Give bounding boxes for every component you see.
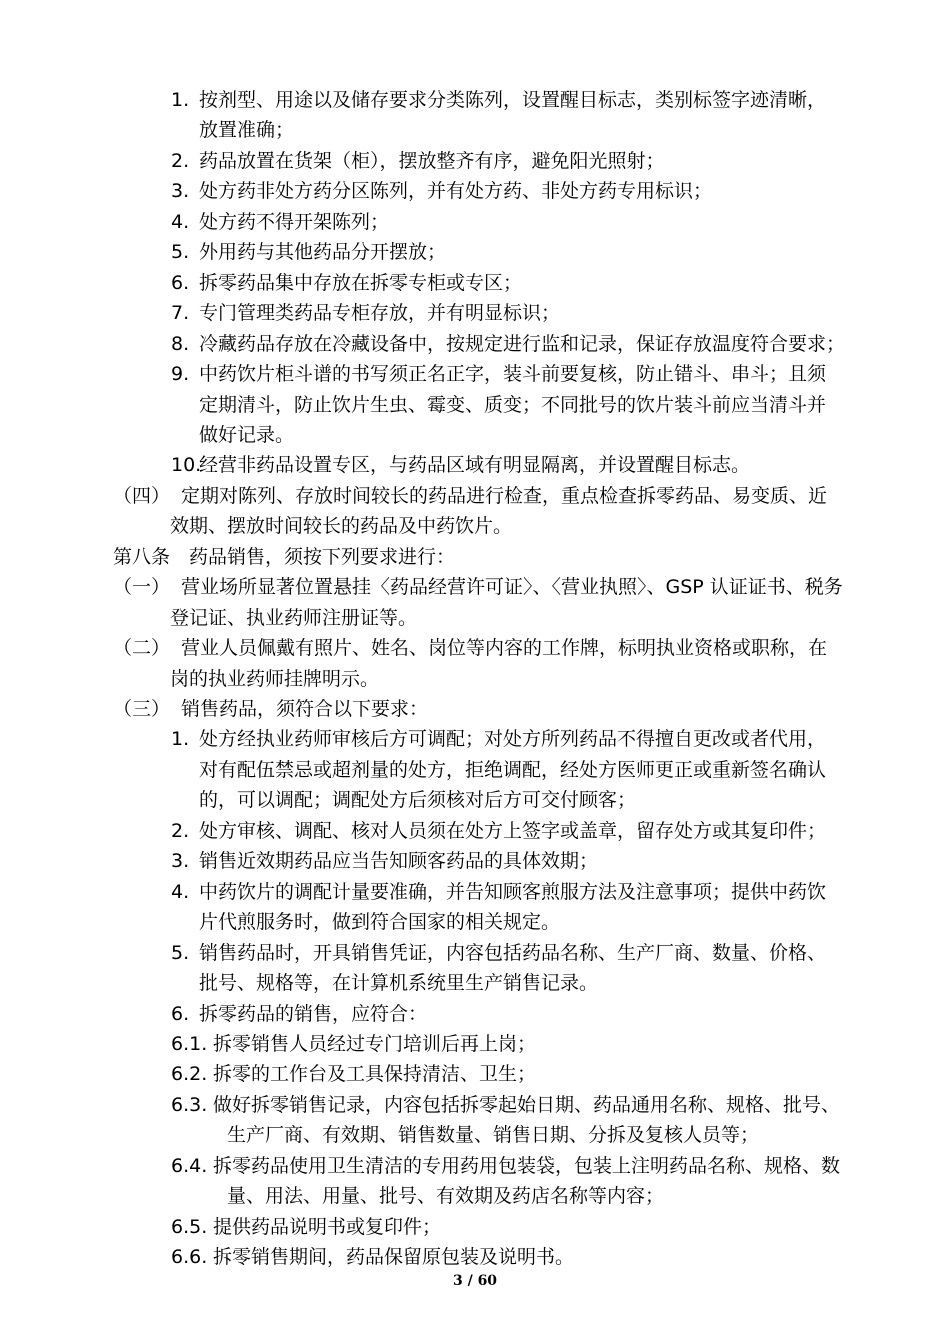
list-item-line <box>0 817 950 845</box>
list-item-number: 5. <box>171 941 190 964</box>
sublist-item-line <box>0 1121 950 1149</box>
list-item-text: 定期清斗，防止饮片生虫、霉变、质变；不同批号的饮片装斗前应当清斗并 <box>199 393 827 416</box>
sublist-item-text: 拆零销售人员经过专门培训后再上岗； <box>213 1032 537 1055</box>
subsection-label: （二） <box>113 637 171 660</box>
sublist-item-text: 提供药品说明书或复印件； <box>213 1215 442 1238</box>
sublist-item-number: 6.1. <box>171 1032 208 1055</box>
page-separator: / <box>467 1273 473 1289</box>
list-item-number: 3. <box>171 180 190 203</box>
list-item-line <box>0 908 950 936</box>
list-item-text: 的，可以调配；调配处方后须核对后方可交付顾客； <box>199 789 637 812</box>
list-item-number: 2. <box>171 819 190 842</box>
list-item-text: 冷藏药品存放在冷藏设备中，按规定进行监和记录，保证存放温度符合要求； <box>199 332 846 355</box>
list-item-line <box>0 451 950 479</box>
sublist-item-line <box>0 1030 950 1058</box>
list-item-number: 1. <box>171 728 190 751</box>
list-item-text: 放置准确； <box>199 119 295 142</box>
list-item-number: 9. <box>171 363 190 386</box>
list-item-line <box>0 786 950 814</box>
list-item-line <box>0 86 950 114</box>
subsection-line <box>0 634 950 662</box>
list-item-text: 片代煎服务时，做到符合国家的相关规定。 <box>199 911 561 934</box>
list-item-number: 3. <box>171 850 190 873</box>
list-item-line <box>0 725 950 753</box>
list-item-number: 5. <box>171 241 190 264</box>
list-item-number: 4. <box>171 880 190 903</box>
list-item-text: 销售药品时，开具销售凭证，内容包括药品名称、生产厂商、数量、价格、 <box>199 941 827 964</box>
list-item-line <box>0 969 950 997</box>
list-item-text: 销售近效期药品应当告知顾客药品的具体效期； <box>199 850 599 873</box>
section-text: 效期、摆放时间较长的药品及中药饮片。 <box>170 515 513 538</box>
list-item-line <box>0 878 950 906</box>
sublist-item-number: 6.3. <box>171 1093 208 1116</box>
subsection-text: 营业人员佩戴有照片、姓名、岗位等内容的工作牌，标明执业资格或职称，在 <box>181 637 828 660</box>
section-label: （四） <box>113 484 171 507</box>
list-item-line <box>0 147 950 175</box>
list-item-line <box>0 208 950 236</box>
list-item-line <box>0 177 950 205</box>
page-footer <box>0 1272 950 1290</box>
list-item-text: 经营非药品设置专区，与药品区域有明显隔离，并设置醒目标志。 <box>199 454 751 477</box>
page-total: 60 <box>477 1273 498 1289</box>
list-item-text: 外用药与其他药品分开摆放； <box>199 241 447 264</box>
list-item-number: 10. <box>171 454 202 477</box>
sublist-item-text: 生产厂商、有效期、销售数量、销售日期、分拆及复核人员等； <box>227 1124 760 1147</box>
subsection-text: 营业场所显著位置悬挂〈药品经营许可证〉、〈营业执照〉、GSP 认证证书、税务 <box>181 576 843 599</box>
list-item-line <box>0 421 950 449</box>
sublist-item-number: 6.4. <box>171 1154 208 1177</box>
list-item-line <box>0 116 950 144</box>
list-item-text: 做好记录。 <box>199 423 295 446</box>
list-item-text: 按剂型、用途以及储存要求分类陈列，设置醒目标志，类别标签字迹清晰， <box>199 89 827 111</box>
sublist-item-line <box>0 1213 950 1241</box>
list-item-number: 7. <box>171 302 190 325</box>
sublist-item-line <box>0 1243 950 1271</box>
article-heading <box>0 543 950 571</box>
list-item-line <box>0 1000 950 1028</box>
sublist-item-text: 拆零药品使用卫生清洁的专用药用包装袋，包装上注明药品名称、规格、数 <box>213 1154 841 1177</box>
list-item-text: 拆零药品的销售，应符合： <box>199 1002 428 1025</box>
list-item-number: 1. <box>171 89 190 111</box>
sublist-item-line <box>0 1060 950 1088</box>
list-item-number: 8. <box>171 332 190 355</box>
subsection-line <box>0 573 950 601</box>
list-item-line <box>0 330 950 358</box>
list-item-text: 处方药不得开架陈列； <box>199 210 390 233</box>
list-item-line <box>0 238 950 266</box>
sublist-item-text: 拆零销售期间，药品保留原包装及说明书。 <box>213 1246 575 1269</box>
subsection-text: 销售药品，须符合以下要求： <box>181 698 429 720</box>
sublist-item-text: 量、用法、用量、批号、有效期及药店名称等内容； <box>227 1185 665 1208</box>
list-item-text: 批号、规格等，在计算机系统里生产销售记录。 <box>199 972 599 995</box>
list-item-text: 药品放置在货架（柜），摆放整齐有序，避免阳光照射； <box>199 149 665 172</box>
list-item-text: 处方经执业药师审核后方可调配；对处方所列药品不得擅自更改或者代用， <box>199 728 827 751</box>
list-item-text: 对有配伍禁忌或超剂量的处方，拒绝调配，经处方医师更正或重新签名确认 <box>199 758 827 781</box>
sublist-item-number: 6.6. <box>171 1246 208 1269</box>
list-item-text: 中药饮片的调配计量要准确，并告知顾客煎服方法及注意事项；提供中药饮 <box>199 880 827 903</box>
subsection-text: 岗的执业药师挂牌明示。 <box>170 667 380 690</box>
subsection-label: （三） <box>113 698 171 720</box>
sublist-item-number: 6.2. <box>171 1063 208 1086</box>
subsection-line <box>0 695 950 723</box>
list-item-text: 处方审核、调配、核对人员须在处方上签字或盖章，留存处方或其复印件； <box>199 819 827 842</box>
list-item-text: 专门管理类药品专柜存放，并有明显标识； <box>199 302 561 325</box>
list-item-number: 6. <box>171 271 190 294</box>
article-heading-text: 第八条 药品销售，须按下列要求进行： <box>113 545 456 568</box>
page-number: 3 <box>452 1273 463 1289</box>
list-item-line <box>0 269 950 297</box>
list-item-line <box>0 391 950 419</box>
list-item-line <box>0 756 950 784</box>
sublist-item-line <box>0 1182 950 1210</box>
list-item-number: 2. <box>171 149 190 172</box>
sublist-item-text: 拆零的工作台及工具保持清洁、卫生； <box>213 1063 537 1086</box>
list-item-line <box>0 939 950 967</box>
list-item-line <box>0 299 950 327</box>
sublist-item-line <box>0 1152 950 1180</box>
sublist-item-number: 6.5. <box>171 1215 208 1238</box>
list-item-text: 中药饮片柜斗谱的书写须正名正字，装斗前要复核，防止错斗、串斗；且须 <box>199 363 827 386</box>
sublist-item-line <box>0 1091 950 1119</box>
subsection-line <box>0 665 950 693</box>
sublist-item-text: 做好拆零销售记录，内容包括拆零起始日期、药品通用名称、规格、批号、 <box>213 1093 841 1116</box>
section-line <box>0 512 950 540</box>
list-item-text: 处方药非处方药分区陈列，并有处方药、非处方药专用标识； <box>199 180 713 203</box>
subsection-label: （一） <box>113 576 171 599</box>
section-line <box>0 482 950 510</box>
list-item-line <box>0 847 950 875</box>
list-item-text: 拆零药品集中存放在拆零专柜或专区； <box>199 271 523 294</box>
list-item-line <box>0 360 950 388</box>
subsection-line <box>0 604 950 632</box>
list-item-number: 4. <box>171 210 190 233</box>
subsection-text: 登记证、执业药师注册证等。 <box>170 606 418 629</box>
list-item-number: 6. <box>171 1002 190 1025</box>
section-text: 定期对陈列、存放时间较长的药品进行检查，重点检查拆零药品、易变质、近 <box>181 484 828 507</box>
